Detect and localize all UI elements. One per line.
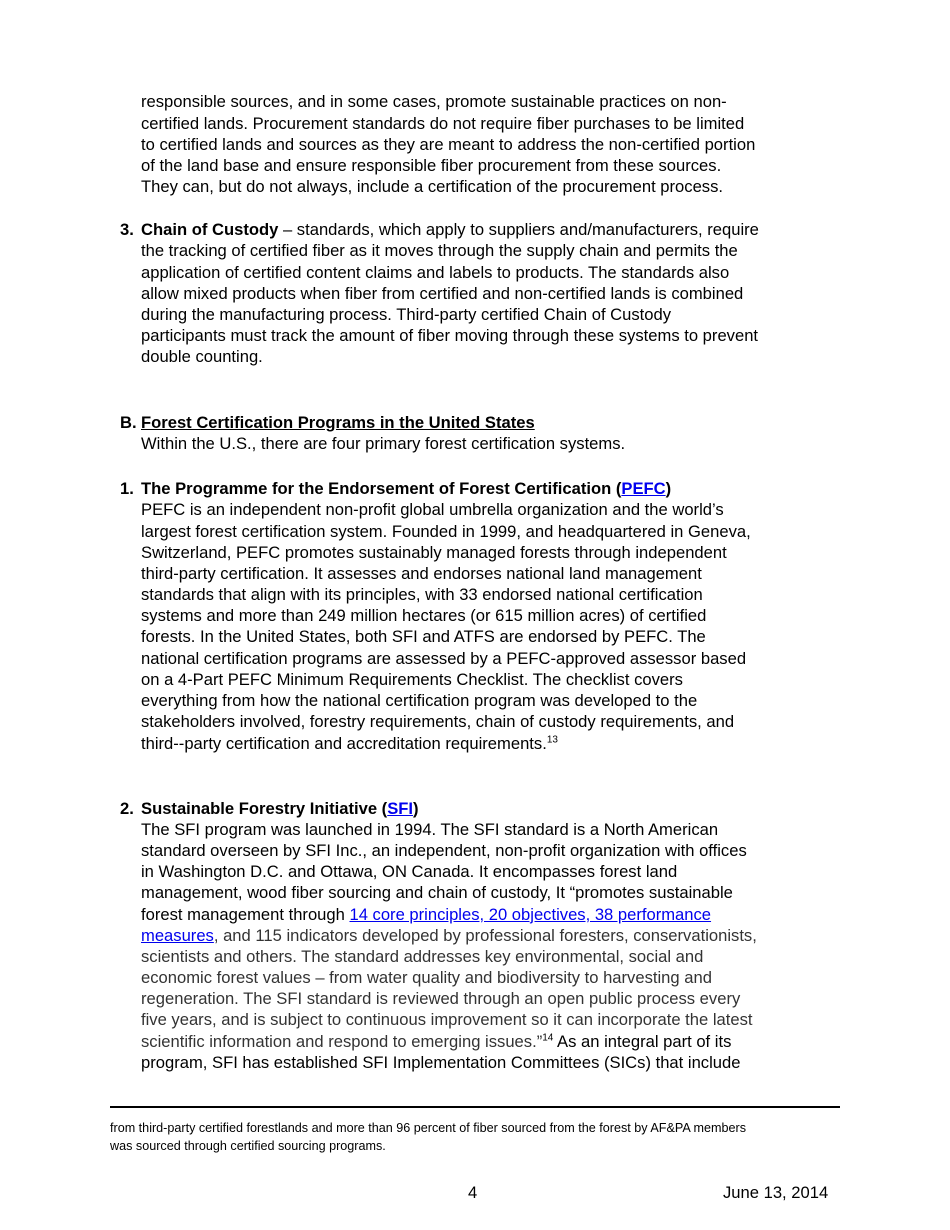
- footnote-ref: 13: [546, 734, 558, 746]
- text: , and 115 indicators developed by professional foresters, conservationists,: [213, 926, 757, 945]
- text-line: [141, 926, 757, 946]
- text-line: application of certified content claims and labels to products. The standards also: [141, 263, 730, 282]
- heading-text: ): [413, 799, 419, 818]
- footnote-line: from third-party certified forestlands and more than 96 percent of fiber sourced from the forest by AF&PA members: [110, 1121, 747, 1135]
- item-heading: [141, 799, 419, 819]
- text-line: largest forest certification system. Founded in 1999, and headquartered in Geneva,: [141, 522, 751, 541]
- item-number: 2.: [120, 799, 134, 818]
- page-date: June 13, 2014: [723, 1183, 829, 1202]
- text-line: stakeholders involved, forestry requirements, chain of custody requirements, and: [141, 712, 735, 731]
- text-line: PEFC is an independent non-profit global umbrella organization and the world’s: [141, 500, 724, 519]
- text-line: to certified lands and sources as they are meant to address the non-certified portion: [141, 135, 756, 154]
- text: forest management through: [141, 905, 350, 924]
- text-line: responsible sources, and in some cases, promote sustainable practices on non-: [141, 92, 727, 111]
- item-title: Chain of Custody: [141, 220, 279, 239]
- text-line: [141, 1032, 731, 1052]
- footnote-divider: [110, 1106, 840, 1108]
- text-line: Within the U.S., there are four primary forest certification systems.: [141, 434, 626, 453]
- text-line: [141, 220, 759, 240]
- sfi-standard-link[interactable]: measures: [141, 926, 214, 945]
- sfi-standard-link[interactable]: 14 core principles, 20 objectives, 38 performance: [349, 905, 712, 924]
- text-line: management, wood fiber sourcing and chain of custody, It “promotes sustainable: [141, 883, 733, 902]
- text-line: third-party certification. It assesses and endorses national land management: [141, 564, 702, 583]
- text-line: scientists and others. The standard addresses key environmental, social and: [141, 947, 704, 966]
- item-number: 1.: [120, 479, 134, 498]
- text: scientific information and respond to emerging issues.”: [141, 1032, 543, 1051]
- text-line: five years, and is subject to continuous improvement so it can incorporate the latest: [141, 1010, 753, 1029]
- text-line: The SFI program was launched in 1994. The SFI standard is a North American: [141, 820, 719, 839]
- text-line: during the manufacturing process. Third-party certified Chain of Custody: [141, 305, 672, 324]
- footnote-ref: 14: [542, 1032, 554, 1044]
- text-line: [141, 905, 711, 925]
- text-line: the tracking of certified fiber as it moves through the supply chain and permits the: [141, 241, 738, 260]
- text-line: [141, 734, 558, 754]
- footnote-line: was sourced through certified sourcing programs.: [110, 1139, 386, 1153]
- text-line: Switzerland, PEFC promotes sustainably managed forests through independent: [141, 543, 727, 562]
- sfi-link[interactable]: SFI: [387, 799, 414, 818]
- text-line: of the land base and ensure responsible fiber procurement from these sources.: [141, 156, 722, 175]
- heading-text: ): [665, 479, 672, 498]
- text-line: allow mixed products when fiber from certified and non-certified lands is combined: [141, 284, 744, 303]
- heading-text: The Programme for the Endorsement of Forest Certification (: [141, 479, 622, 498]
- text-line: standards that align with its principles, with 33 endorsed national certification: [141, 585, 703, 604]
- text-line: economic forest values – from water quality and biodiversity to harvesting and: [141, 968, 712, 987]
- text-line: on a 4-Part PEFC Minimum Requirements Checklist. The checklist covers: [141, 670, 683, 689]
- text-line: They can, but do not always, include a certification of the procurement process.: [141, 177, 724, 196]
- text-line: systems and more than 249 million hectares (or 615 million acres) of certified: [141, 606, 707, 625]
- text-line: everything from how the national certification program was developed to the: [141, 691, 698, 710]
- text-line: program, SFI has established SFI Implementation Committees (SICs) that include: [141, 1053, 741, 1072]
- heading-text: Sustainable Forestry Initiative (: [141, 799, 388, 818]
- text-line: forests. In the United States, both SFI and ATFS are endorsed by PEFC. The: [141, 627, 706, 646]
- text-line: participants must track the amount of fiber moving through these systems to prevent: [141, 326, 759, 345]
- pefc-link[interactable]: PEFC: [621, 479, 666, 498]
- text: third--party certification and accreditation requirements.: [141, 734, 547, 753]
- text-line: national certification programs are assessed by a PEFC-approved assessor based: [141, 649, 747, 668]
- item-number: 3.: [120, 220, 134, 239]
- page-number: 4: [468, 1183, 478, 1202]
- text-line: in Washington D.C. and Ottawa, ON Canada. It encompasses forest land: [141, 862, 678, 881]
- section-heading: Forest Certification Programs in the United States: [141, 413, 535, 432]
- text: As an integral part of its: [553, 1032, 732, 1051]
- text-line: standard overseen by SFI Inc., an independent, non-profit organization with offices: [141, 841, 747, 860]
- text: – standards, which apply to suppliers and/manufacturers, require: [278, 220, 759, 239]
- text-line: certified lands. Procurement standards do not require fiber purchases to be limited: [141, 114, 745, 133]
- text-line: regeneration. The SFI standard is reviewed through an open public process every: [141, 989, 741, 1008]
- item-heading: [141, 479, 671, 499]
- section-letter: B.: [120, 413, 137, 432]
- text-line: double counting.: [141, 347, 263, 366]
